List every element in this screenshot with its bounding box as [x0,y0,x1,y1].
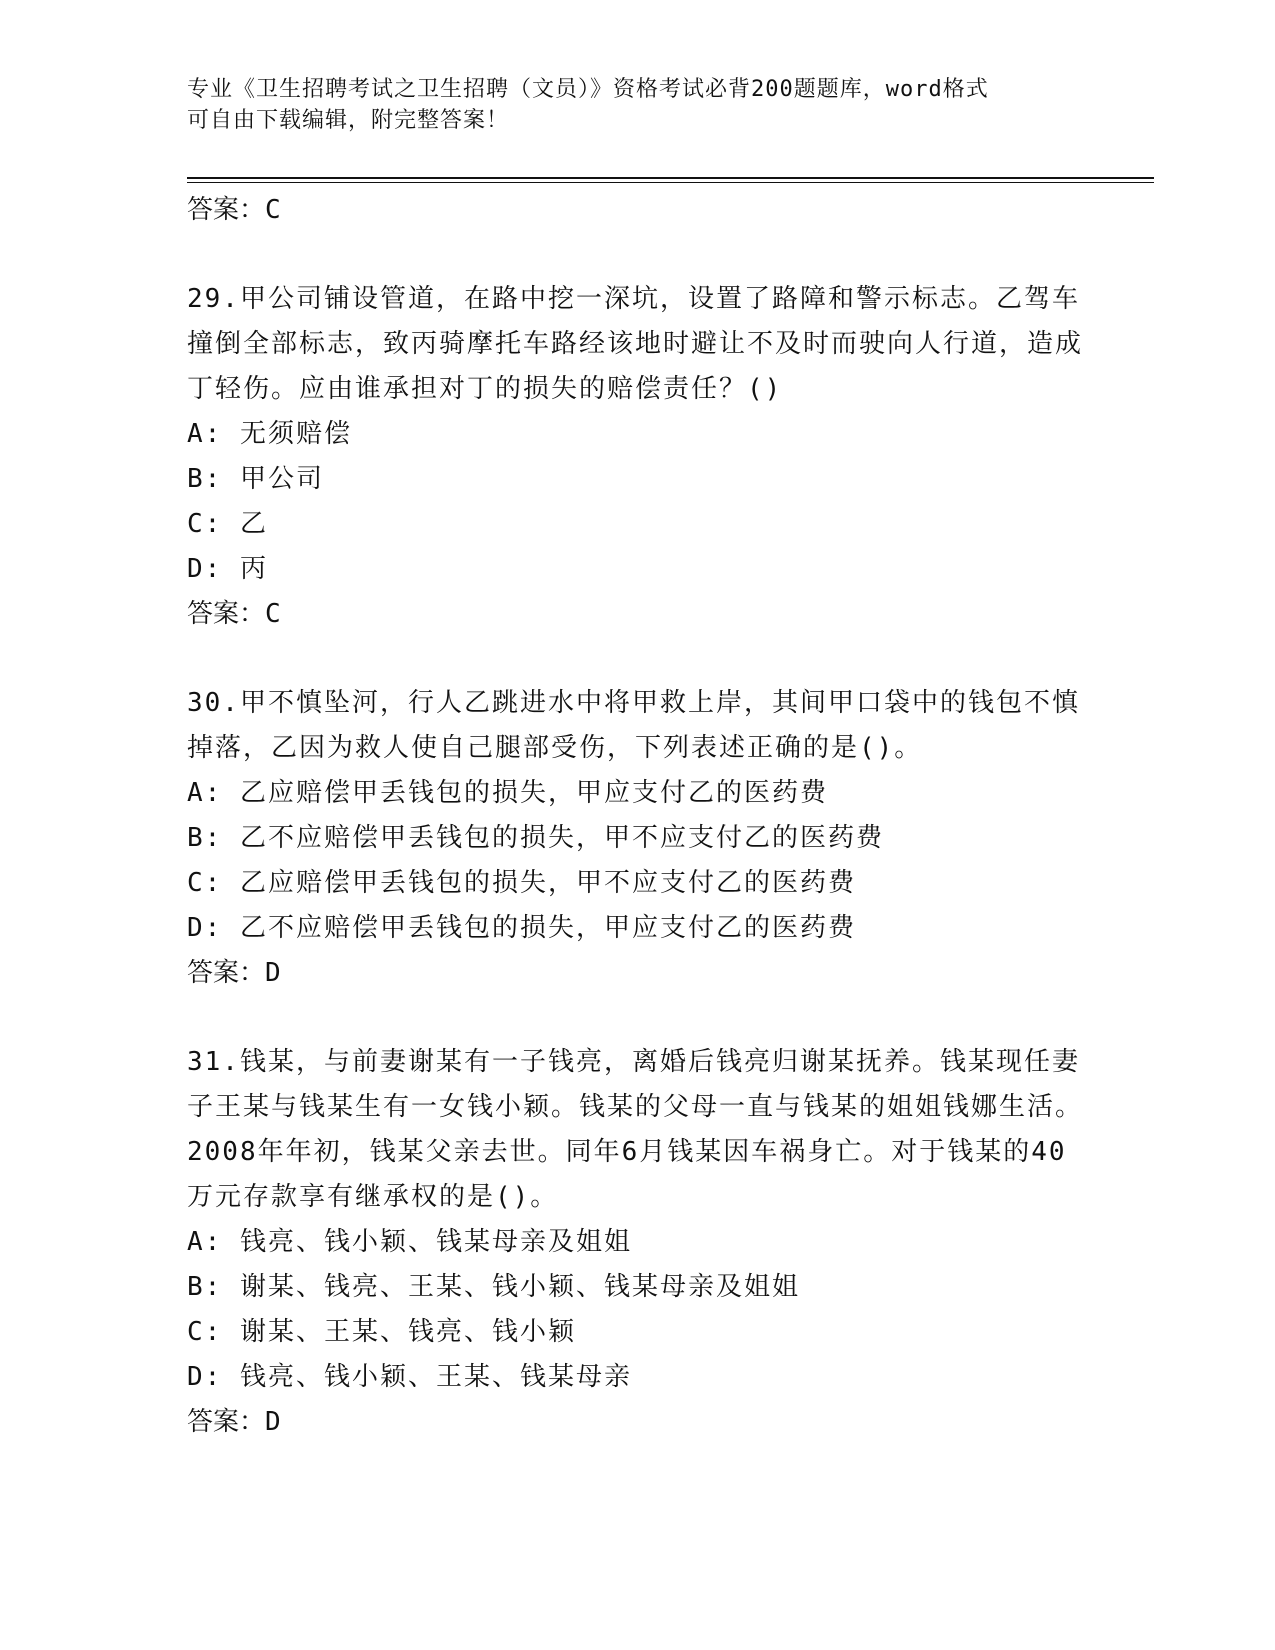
answer-value: D [265,958,281,988]
answer-label: 答案： [187,599,266,629]
answer-label: 答案： [187,1407,266,1437]
option-c: C: 乙 [187,509,268,539]
question-30 [187,681,1087,996]
option-d: D: 钱亮、钱小颖、王某、钱某母亲 [187,1362,632,1392]
question-29 [187,277,1087,637]
answer-label: 答案： [187,195,266,225]
option-c: C: 乙应赔偿甲丢钱包的损失，甲不应支付乙的医药费 [187,868,856,898]
option-a: A: 无须赔偿 [187,419,352,449]
answer-line [187,951,1087,996]
page-header [187,74,1087,136]
answer-value: C [265,599,281,629]
header-rule-thick [187,177,1154,179]
question-31 [187,1040,1087,1445]
option-b: B: 乙不应赔偿甲丢钱包的损失，甲不应支付乙的医药费 [187,823,884,853]
answer-line [187,592,1087,637]
answer-value: D [265,1407,281,1437]
answer-line [187,188,1087,233]
option-a: A: 乙应赔偿甲丢钱包的损失，甲应支付乙的医药费 [187,778,828,808]
option-b: B: 甲公司 [187,464,324,494]
option-d: D: 丙 [187,554,268,584]
answer-line [187,1400,1087,1445]
option-c: C: 谢某、王某、钱亮、钱小颖 [187,1317,576,1347]
question-content [187,188,1087,1445]
header-line-2: 可自由下载编辑，附完整答案！ [187,108,510,133]
option-a: A: 钱亮、钱小颖、钱某母亲及姐姐 [187,1227,632,1257]
header-line-1: 专业《卫生招聘考试之卫生招聘（文员）》资格考试必背200题题库，word格式 [187,77,989,102]
option-d: D: 乙不应赔偿甲丢钱包的损失，甲应支付乙的医药费 [187,913,856,943]
question-stem: 31.钱某，与前妻谢某有一子钱亮，离婚后钱亮归谢某抚养。钱某现任妻子王某与钱某生有一女钱小颖。钱某的父母一直与钱某的姐姐钱娜生活。2008年年初，钱某父亲去世。同年6月钱某因车祸身亡。对于钱某的40万元存款享有继承权的是()。 [187,1047,1084,1212]
answer-label: 答案： [187,958,266,988]
question-stem: 30.甲不慎坠河，行人乙跳进水中将甲救上岸，其间甲口袋中的钱包不慎掉落，乙因为救人使自己腿部受伤，下列表述正确的是()。 [187,688,1080,763]
header-rule-thin [187,182,1154,183]
answer-value: C [265,195,281,225]
question-stem: 29.甲公司铺设管道，在路中挖一深坑，设置了路障和警示标志。乙驾车撞倒全部标志，致丙骑摩托车路经该地时避让不及时而驶向人行道，造成丁轻伤。应由谁承担对丁的损失的赔偿责任？() [187,284,1084,404]
option-b: B: 谢某、钱亮、王某、钱小颖、钱某母亲及姐姐 [187,1272,800,1302]
